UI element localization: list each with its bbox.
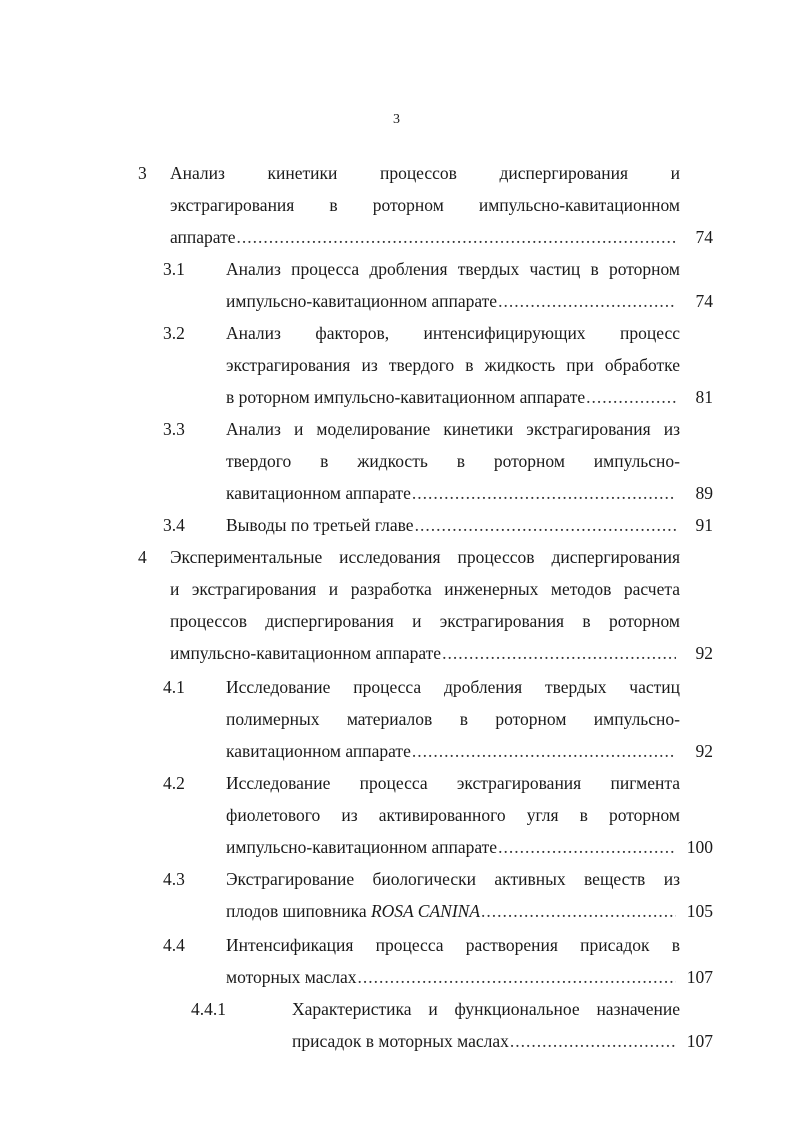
toc-entry-title-text: кавитационном аппарате (226, 741, 411, 761)
leader-dots (237, 226, 676, 248)
toc-entry-title-line: экстрагирования в роторном импульсно-кавитационном (170, 195, 680, 215)
toc-page-number: 107 (686, 1031, 713, 1051)
toc-entry-title-text: моторных маслах (226, 967, 357, 987)
toc-entry-title-line: твердого в жидкость в роторном импульсно- (226, 451, 680, 471)
toc-entry-title-line: Экспериментальные исследования процессов диспергирования (170, 547, 680, 567)
toc-entry-title-line: Исследование процесса дробления твердых частиц (226, 677, 680, 697)
toc-page-number: 74 (695, 227, 713, 247)
toc-page-number: 105 (686, 901, 713, 921)
leader-dots (415, 514, 676, 536)
toc-page-number: 107 (686, 967, 713, 987)
toc-entry-title-text: импульсно-кавитационном аппарате (170, 643, 442, 663)
toc-entry-italic-text: ROSA CANINA (370, 901, 481, 921)
toc-entry-title-line (170, 642, 680, 664)
page-number: 3 (393, 112, 400, 127)
toc-entry-title-line: и экстрагирования и разработка инженерных методов расчета (170, 579, 680, 599)
toc-page-number: 91 (695, 515, 713, 535)
toc-entry-title-line (226, 900, 680, 922)
toc-entry-title-line (292, 1030, 680, 1052)
toc-page-number: 92 (695, 643, 713, 663)
toc-entry-title-line (226, 290, 680, 312)
toc-entry-title-line: полимерных материалов в роторном импульсно- (226, 709, 680, 729)
leader-dots (498, 836, 676, 858)
leader-dots (481, 900, 676, 922)
toc-entry-number: 4 (138, 547, 147, 567)
toc-entry-title-line (226, 836, 680, 858)
leader-dots (412, 740, 676, 762)
toc-entry-title-line: процессов диспергирования и экстрагирования в роторном (170, 611, 680, 631)
leader-dots (586, 386, 676, 408)
toc-entry-title-line: Исследование процесса экстрагирования пигмента (226, 773, 680, 793)
toc-entry-title-text: аппарате (170, 227, 236, 247)
toc-entry-number: 3.1 (163, 259, 185, 279)
toc-entry-number: 4.2 (163, 773, 185, 793)
toc-entry-number: 3.2 (163, 323, 185, 343)
toc-entry-number: 4.4.1 (191, 999, 226, 1019)
toc-entry-title-line (226, 740, 680, 762)
toc-entry-title-text: в роторном импульсно-кавитационном аппарате (226, 387, 586, 407)
toc-page-number: 100 (686, 837, 713, 857)
toc-entry-number: 4.4 (163, 935, 185, 955)
leader-dots (498, 290, 676, 312)
toc-entry-title-line: Экстрагирование биологически активных веществ из (226, 869, 680, 889)
toc-page-number: 89 (695, 483, 713, 503)
toc-entry-title-line: Анализ процесса дробления твердых частиц в роторном (226, 259, 680, 279)
toc-entry-title-line: экстрагирования из твердого в жидкость при обработке (226, 355, 680, 375)
toc-entry-title-line (226, 966, 680, 988)
toc-entry-title-line (226, 386, 680, 408)
toc-entry-number: 3.4 (163, 515, 185, 535)
toc-entry-title-line (226, 514, 680, 536)
leader-dots (510, 1030, 676, 1052)
toc-page-number: 92 (695, 741, 713, 761)
toc-entry-title-text: присадок в моторных маслах (292, 1031, 509, 1051)
toc-entry-number: 3.3 (163, 419, 185, 439)
toc-entry-title-text: импульсно-кавитационном аппарате (226, 291, 498, 311)
toc-entry-title-line: Характеристика и функциональное назначение (292, 999, 680, 1019)
leader-dots (358, 966, 677, 988)
toc-page-number: 74 (695, 291, 713, 311)
toc-entry-title-text: Выводы по третьей главе (226, 515, 414, 535)
toc-entry-title-line: Интенсификация процесса растворения присадок в (226, 935, 680, 955)
toc-page-number: 81 (695, 387, 713, 407)
toc-entry-title-line (170, 226, 680, 248)
leader-dots (412, 482, 676, 504)
toc-entry-title-text: плодов шиповника (226, 901, 367, 921)
toc-entry-title-line: Анализ кинетики процессов диспергирования и (170, 163, 680, 183)
toc-entry-title-line (226, 482, 680, 504)
toc-entry-title-line: Анализ и моделирование кинетики экстрагирования из (226, 419, 680, 439)
toc-entry-number: 4.1 (163, 677, 185, 697)
toc-entry-title-text: кавитационном аппарате (226, 483, 411, 503)
toc-entry-title-text: импульсно-кавитационном аппарате (226, 837, 498, 857)
toc-entry-number: 4.3 (163, 869, 185, 889)
toc-entry-number: 3 (138, 163, 147, 183)
toc-entry-title-line: Анализ факторов, интенсифицирующих процесс (226, 323, 680, 343)
toc-entry-title-line: фиолетового из активированного угля в роторном (226, 805, 680, 825)
leader-dots (442, 642, 676, 664)
